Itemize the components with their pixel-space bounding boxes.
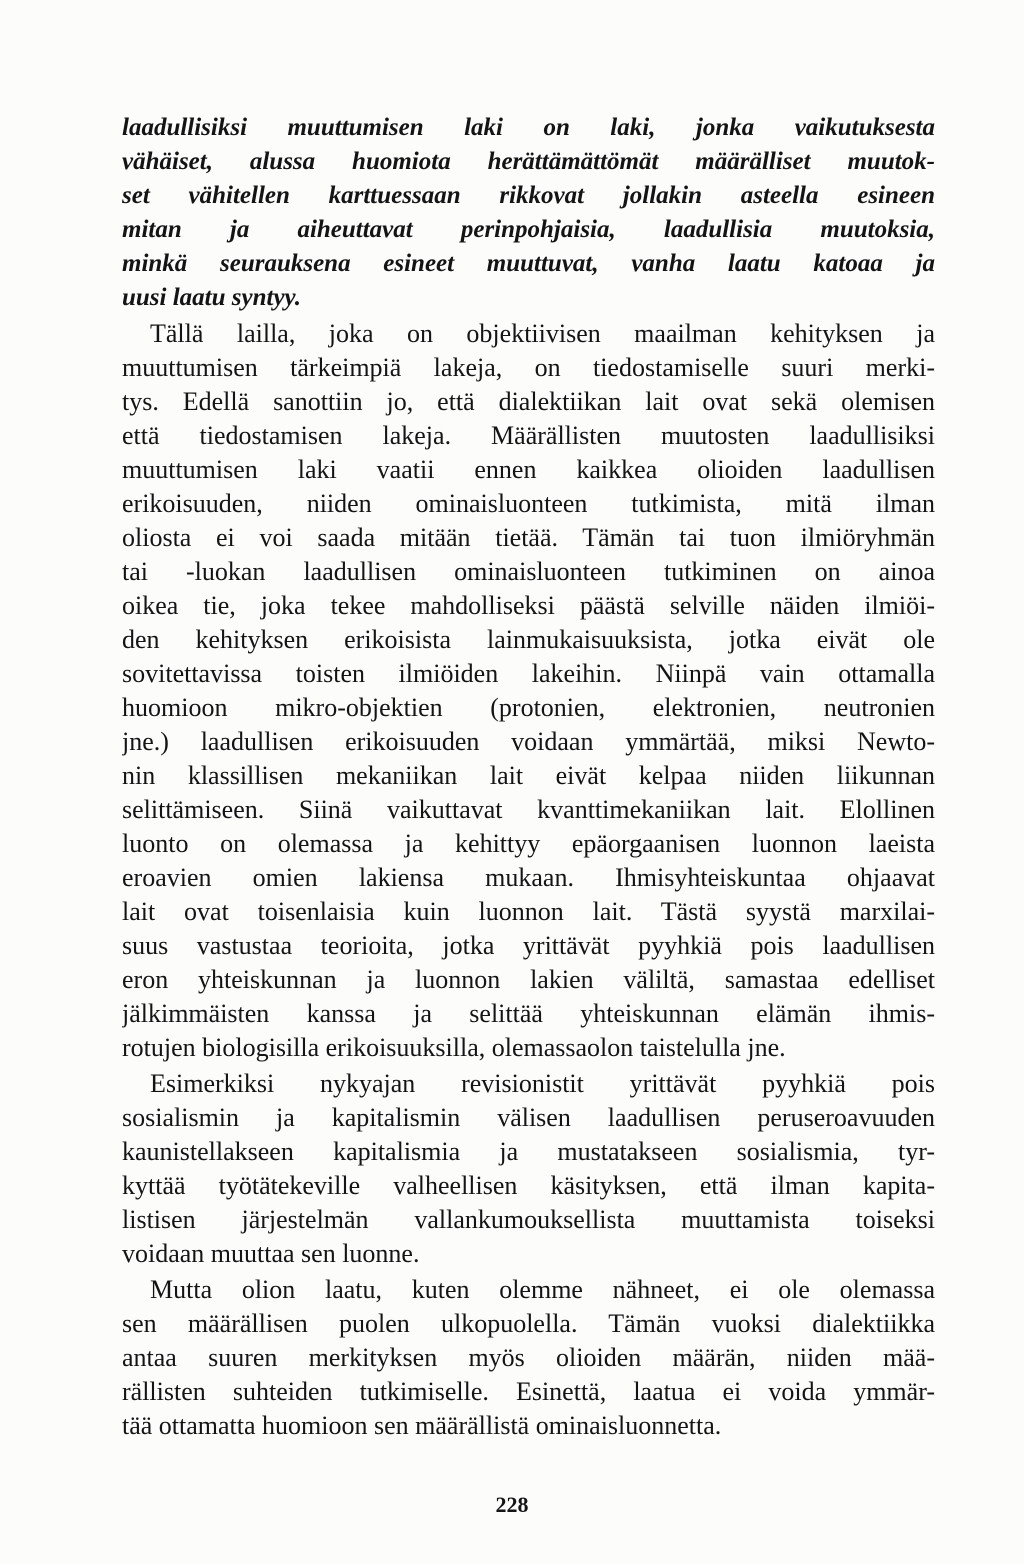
text-line: minkä seurauksena esineet muuttuvat, vanha laatu katoaa ja (122, 250, 935, 277)
text-line: tys. Edellä sanottiin jo, että dialektiikan lait ovat sekä olemisen (122, 387, 935, 416)
text-line: antaa suuren merkityksen myös olioiden määrän, niiden mää- (122, 1343, 935, 1372)
paragraph-1 (122, 111, 935, 315)
text-line: den kehityksen erikoisista lainmukaisuuksista, jotka eivät ole (122, 625, 935, 654)
text-line: tai -luokan laadullisen ominaisluonteen tutkiminen on ainoa (122, 557, 935, 586)
text-line: Tällä lailla, joka on objektiivisen maailman kehityksen ja (150, 319, 935, 348)
text-line: muuttumisen laki vaatii ennen kaikkea olioiden laadullisen (122, 455, 935, 484)
text-line: kaunistellakseen kapitalismia ja mustatakseen sosialismia, tyr- (122, 1137, 935, 1166)
text-line: jälkimmäisten kanssa ja selittää yhteiskunnan elämän ihmis- (122, 999, 935, 1028)
text-line: jne.) laadullisen erikoisuuden voidaan ymmärtää, miksi Newto- (122, 727, 935, 756)
page-number: 228 (495, 1492, 529, 1517)
paragraph-3 (122, 1067, 935, 1271)
text-line: voidaan muuttaa sen luonne. (122, 1239, 420, 1268)
body-text (122, 111, 935, 1443)
text-line: erikoisuuden, niiden ominaisluonteen tutkimista, mitä ilman (122, 489, 935, 518)
text-line: oliosta ei voi saada mitään tietää. Tämän tai tuon ilmiöryhmän (122, 523, 935, 552)
text-line: muuttumisen tärkeimpiä lakeja, on tiedostamiselle suuri merki- (122, 353, 935, 382)
text-line: mitan ja aiheuttavat perinpohjaisia, laadullisia muutoksia, (122, 216, 935, 243)
text-line: kyttää työtätekeville valheellisen käsityksen, että ilman kapita- (122, 1171, 935, 1200)
text-line: että tiedostamisen lakeja. Määrällisten muutosten laadullisiksi (122, 421, 935, 450)
text-line: selittämiseen. Siinä vaikuttavat kvanttimekaniikan lait. Elollinen (122, 795, 935, 824)
text-line: suus vastustaa teorioita, jotka yrittävät pyyhkiä pois laadullisen (122, 931, 935, 960)
text-line: Esimerkiksi nykyajan revisionistit yrittävät pyyhkiä pois (150, 1069, 935, 1098)
text-line: oikea tie, joka tekee mahdolliseksi päästä selville näiden ilmiöi- (122, 591, 935, 620)
text-line: sovitettavissa toisten ilmiöiden lakeihin. Niinpä vain ottamalla (122, 659, 935, 688)
text-line: tää ottamatta huomioon sen määrällistä ominaisluonnetta. (122, 1411, 722, 1440)
text-line: huomioon mikro-objektien (protonien, elektronien, neutronien (122, 693, 935, 722)
paragraph-4 (122, 1273, 935, 1443)
text-line: nin klassillisen mekaniikan lait eivät kelpaa niiden liikunnan (122, 761, 935, 790)
text-line: eron yhteiskunnan ja luonnon lakien väliltä, samastaa edelliset (122, 965, 935, 994)
text-line: sen määrällisen puolen ulkopuolella. Tämän vuoksi dialektiikka (122, 1309, 935, 1338)
text-line: luonto on olemassa ja kehittyy epäorgaanisen luonnon laeista (122, 829, 935, 858)
text-line: rällisten suhteiden tutkimiselle. Esinettä, laatua ei voida ymmär- (122, 1377, 935, 1406)
text-line: set vähitellen karttuessaan rikkovat jollakin asteella esineen (122, 182, 935, 209)
text-line: listisen järjestelmän vallankumouksellista muuttamista toiseksi (122, 1205, 935, 1234)
text-line: laadullisiksi muuttumisen laki on laki, jonka vaikutuksesta (122, 114, 935, 141)
text-line: sosialismin ja kapitalismin välisen laadullisen peruseroavuuden (122, 1103, 935, 1132)
text-line: uusi laatu syntyy. (122, 284, 301, 311)
text-line: Mutta olion laatu, kuten olemme nähneet, ei ole olemassa (150, 1275, 935, 1304)
text-line: eroavien omien lakiensa mukaan. Ihmisyhteiskuntaa ohjaavat (122, 863, 935, 892)
text-line: vähäiset, alussa huomiota herättämättömät määrälliset muutok- (122, 148, 935, 175)
paragraph-2 (122, 317, 935, 1065)
text-line: rotujen biologisilla erikoisuuksilla, olemassaolon taistelulla jne. (122, 1033, 786, 1062)
text-line: lait ovat toisenlaisia kuin luonnon lait. Tästä syystä marxilai- (122, 897, 935, 926)
